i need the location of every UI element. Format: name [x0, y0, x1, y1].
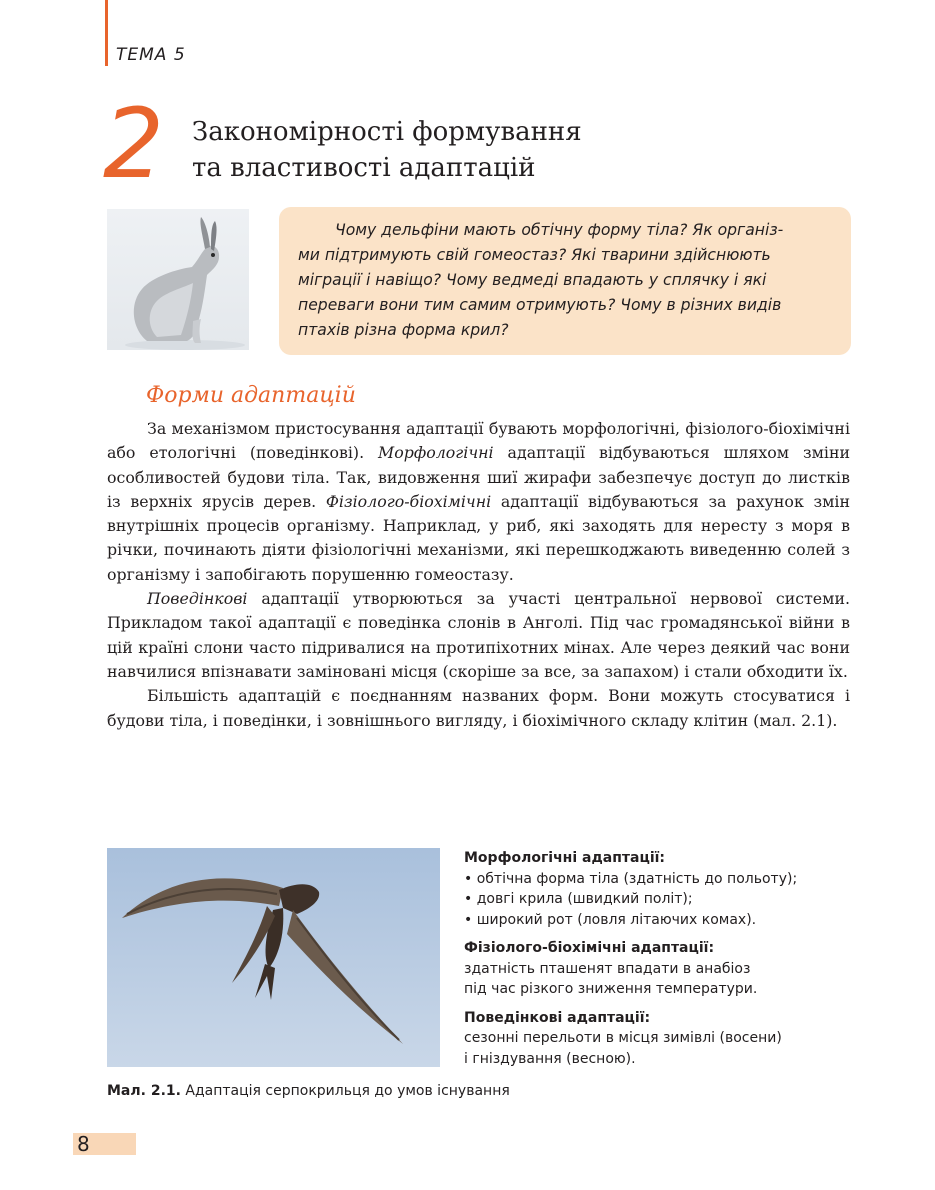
figure-caption [107, 1083, 510, 1099]
swift-photo [107, 848, 440, 1067]
behav-line-2: і гніздування (весною). [464, 1050, 636, 1067]
paragraph-2 [107, 587, 850, 684]
p1-text-a: За механізмом пристосування адаптації бувають морфологічні, фізіолого-біохімічні або етологічні (поведінкові). [107, 419, 850, 463]
morph-heading: Морфологічні адаптації: [464, 850, 666, 866]
caption-text: Адаптація серпокрильця до умов існування [180, 1083, 510, 1099]
chapter-title-line-1: Закономірності формування [192, 117, 582, 147]
question-line-3: міграції і навіщо? Чому ведмеді впадають у сплячку і які [298, 271, 767, 289]
chapter-number: 2 [103, 88, 165, 200]
morph-item-2: • довгі крила (швидкий політ); [464, 891, 693, 907]
caption-label: Мал. 2.1. [107, 1083, 181, 1099]
behavioral-block [464, 1008, 844, 1070]
phys-line-2: під час різкого зниження температури. [464, 981, 758, 997]
main-text [107, 417, 850, 733]
question-line-4: переваги вони тим самим отримують? Чому в різних видів [298, 296, 782, 314]
behav-line-1: сезонні перельоти в місця зимівлі (восени) [464, 1030, 782, 1046]
topic-label: ТЕМА 5 [116, 45, 186, 65]
p1-text-e: адаптації відбуваються за рахунок змін внутрішніх процесів організму. Наприклад, у риб, які заходять для нересту з моря в річки, починають діяти фізіологічні механізми, які перешкоджають виведенню солей з організму і запобігають порушенню гомеостазу. [107, 491, 850, 584]
question-text-1: Чому дельфіни мають обтічну форму тіла? Як організ- [335, 221, 784, 239]
morphological-block [464, 848, 844, 930]
p1-term-morph: Морфологічні [378, 443, 494, 463]
paragraph-3: Більшість адаптацій є поєднанням названих форм. Вони можуть стосуватися і будови тіла, і поведінки, і зовнішнього вигляду, і біохімічного складу клітин (мал. 2.1). [107, 686, 850, 730]
physiological-block [464, 938, 844, 1000]
p2-term-behav: Поведінкові [147, 589, 248, 609]
morph-item-3: • широкий рот (ловля літаючих комах). [464, 911, 757, 928]
paragraph-1 [107, 417, 850, 587]
hare-photo [107, 209, 249, 350]
question-line-1 [298, 218, 833, 243]
header-accent-line [105, 0, 108, 66]
phys-heading: Фізіолого-біохімічні адаптації: [464, 940, 715, 956]
intro-questions-box [279, 207, 851, 355]
question-line-5: птахів різна форма крил? [298, 321, 509, 339]
p2-text-b: адаптації утворюються за участі центральної нервової системи. Прикладом такої адаптації є поведінка слонів в Анголі. Під час громадянської війни в цій країні слони часто підривалися на протипіхотних мінах. Але через деякий час вони навчилися впізнавати заміновані місця (скоріше за все, за запахом) і стали обходити їх. [107, 589, 850, 681]
phys-line-1: здатність пташенят впадати в анабіоз [464, 960, 751, 977]
question-line-2: ми підтримують свій гомеостаз? Які тварини здійснюють [298, 246, 771, 264]
figure-notes [464, 848, 844, 1077]
page-number: 8 [77, 1132, 90, 1156]
behav-heading: Поведінкові адаптації: [464, 1009, 651, 1026]
p1-term-phys: Фізіолого-біохімічні [325, 491, 492, 511]
morph-item-1: • обтічна форма тіла (здатність до польоту); [464, 870, 798, 887]
chapter-title-line-2: та властивості адаптацій [192, 153, 536, 183]
chapter-title [192, 114, 582, 186]
section-heading: Форми адаптацій [146, 383, 356, 408]
p1-text-c: адаптації відбуваються шляхом зміни особливостей будови тіла. Так, видовження шиї жирафи забезпечує доступ до листків із верхніх ярусів дерев. [107, 443, 851, 511]
